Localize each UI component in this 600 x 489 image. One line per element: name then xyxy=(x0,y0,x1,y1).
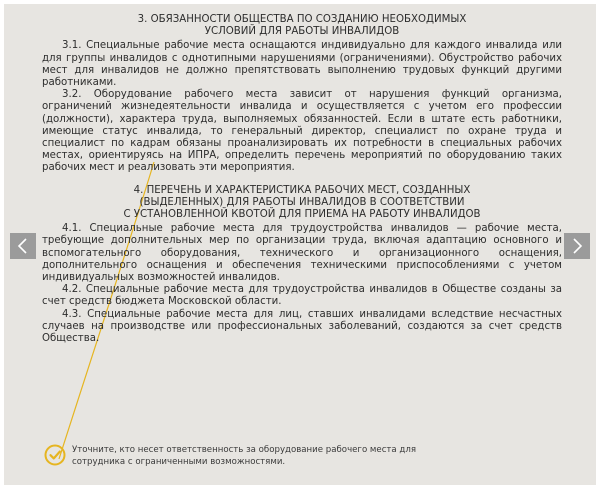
paragraph-4-2: 4.2. Специальные рабочие места для трудоустройства инвалидов в Обществе созданы за счет средств бюджета Московской области. xyxy=(42,284,562,308)
chevron-right-icon xyxy=(571,238,583,254)
next-page-button[interactable] xyxy=(564,233,590,259)
tip-text: Уточните, кто несет ответственность за оборудование рабочего места для сотрудника с ограниченными возможностями. xyxy=(72,445,417,467)
tip-callout xyxy=(44,442,464,472)
section-4-heading-line1: 4. ПЕРЕЧЕНЬ И ХАРАКТЕРИСТИКА РАБОЧИХ МЕСТ, СОЗДАННЫХ xyxy=(133,184,471,196)
section-3-heading-line1: 3. ОБЯЗАННОСТИ ОБЩЕСТВА ПО СОЗДАНИЮ НЕОБХОДИМЫХ xyxy=(137,14,467,25)
paragraph-4-1: 4.1. Специальные рабочие места для трудоустройства инвалидов — рабочие места, требующие дополнительных мер по организации труда, включая адаптацию основного и вспомогательного оборудования, технического и организационного оснащения, дополнительного оснащения и обеспечения техническими приспособлениями с учетом индивидуальных возможностей инвалидов. xyxy=(42,223,562,284)
section-4-heading-line2: (ВЫДЕЛЕННЫХ) ДЛЯ РАБОТЫ ИНВАЛИДОВ В СООТВЕТСТВИИ xyxy=(139,196,465,208)
section-4-heading xyxy=(42,185,562,222)
paragraph-4-3: 4.3. Специальные рабочие места для лиц, ставших инвалидами вследствие несчастных случаев на производстве или профессиональных заболеваний, создаются за счет средств Общества. xyxy=(42,308,562,345)
check-circle-icon xyxy=(44,444,66,466)
document-page xyxy=(4,4,596,485)
chevron-left-icon xyxy=(17,238,29,254)
section-3-heading-line2: УСЛОВИЙ ДЛЯ РАБОТЫ ИНВАЛИДОВ xyxy=(204,26,400,38)
document-content xyxy=(42,14,562,345)
section-3-heading xyxy=(42,14,562,38)
paragraph-3-1: 3.1. Специальные рабочие места оснащаются индивидуально для каждого инвалида или для группы инвалидов с однотипными нарушениями (ограничениями). Обустройство рабочих мест для инвалидов не должно препятствовать выполнению трудовых функций другими работниками. xyxy=(42,40,562,89)
prev-page-button[interactable] xyxy=(10,233,36,259)
section-4-heading-line3: С УСТАНОВЛЕННОЙ КВОТОЙ ДЛЯ ПРИЕМА НА РАБОТУ ИНВАЛИДОВ xyxy=(123,209,481,221)
paragraph-3-2: 3.2. Оборудование рабочего места зависит от нарушения функций организма, ограничений жизнедеятельности инвалида и осуществляется с учетом его профессии (должности), характера труда, выполняемых обязанностей. Если в штате есть работники, имеющие статус инвалида, то генеральный директор, специалист по охране труда и специалист по кадрам обязаны проанализировать их потребности в специальных рабочих местах, ориентируясь на ИПРА, определить перечень мероприятий по оборудованию таких рабочих мест и реализовать эти мероприятия. xyxy=(42,89,562,174)
